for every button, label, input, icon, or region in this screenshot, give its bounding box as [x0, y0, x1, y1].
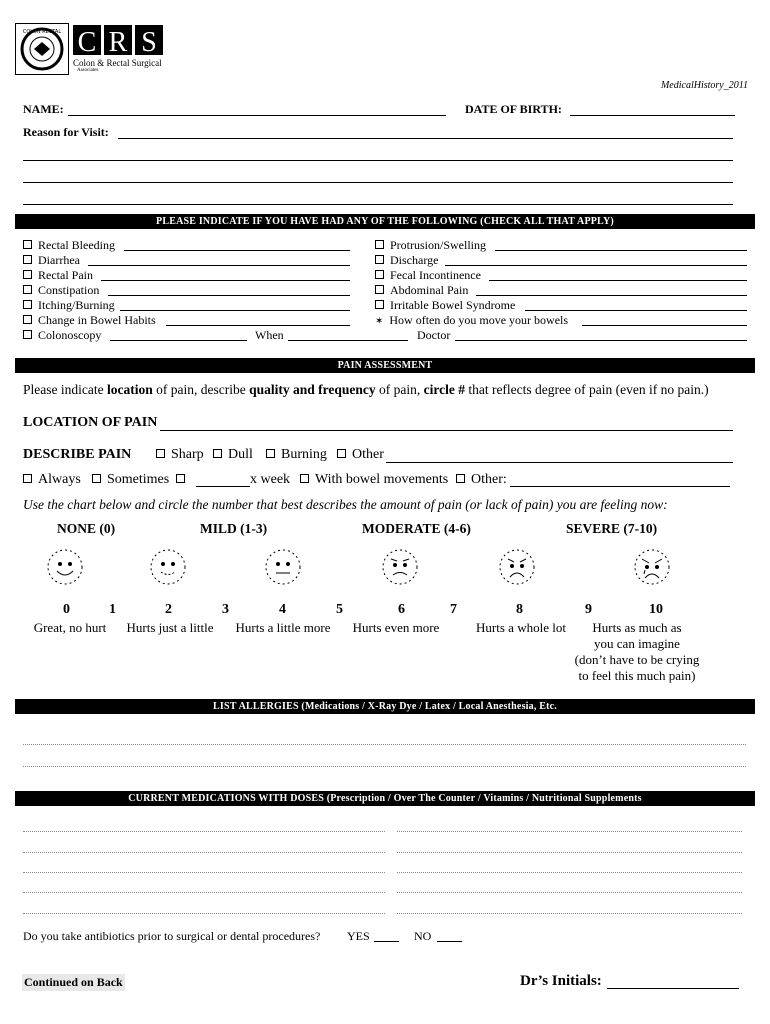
instr-bold: location — [106, 382, 153, 397]
seal-text: COLON RECTAL — [22, 29, 62, 35]
times-week-field[interactable] — [196, 486, 250, 487]
symptom-change-bowel[interactable] — [23, 313, 156, 328]
freq-times-week[interactable] — [176, 472, 191, 487]
pain-number-0[interactable]: 0 — [63, 602, 70, 617]
symptom-label: Change in Bowel Habits — [38, 313, 156, 327]
freq-label: Sometimes — [107, 472, 170, 487]
logo-name: Colon & Rectal Surgical — [73, 58, 162, 68]
medications-header: CURRENT MEDICATIONS WITH DOSES (Prescription / Over The Counter / Vitamins / Nutritional Supplements — [15, 791, 755, 806]
med-line-right-2[interactable] — [397, 852, 742, 853]
checkbox[interactable] — [23, 300, 32, 309]
svg-text:S: S — [141, 27, 157, 57]
symptom-protrusion[interactable] — [375, 238, 486, 253]
face-no-hurt-icon — [45, 547, 85, 587]
checkbox[interactable] — [156, 449, 165, 458]
symptom-label: Rectal Pain — [38, 268, 93, 282]
checkbox[interactable] — [375, 255, 384, 264]
med-line-left-1[interactable] — [23, 831, 385, 832]
symptom-label: Fecal Incontinence — [390, 268, 481, 282]
checkbox[interactable] — [337, 449, 346, 458]
location-field[interactable] — [160, 430, 733, 431]
symptom-label: Protrusion/Swelling — [390, 238, 487, 252]
symptom-line[interactable] — [101, 280, 350, 281]
location-label: LOCATION OF PAIN — [23, 415, 158, 430]
no-field[interactable] — [437, 941, 462, 942]
instr-text: of pain, — [375, 382, 424, 397]
allergies-header: LIST ALLERGIES (Medications / X-Ray Dye / Latex / Local Anesthesia, Etc. — [15, 699, 755, 714]
symptom-colonoscopy[interactable] — [23, 328, 101, 343]
freq-always[interactable] — [23, 472, 81, 487]
chart-instructions: Use the chart below and circle the number that best describes the amount of pain (or lack of pain) you are feeling now: — [23, 497, 668, 512]
freq-label: Other: — [471, 472, 507, 487]
face-hurts-worst-icon — [632, 547, 672, 587]
initials-label: Dr’s Initials: — [520, 973, 602, 989]
quality-label: Sharp — [171, 447, 204, 462]
reason-label: Reason for Visit: — [23, 125, 109, 139]
desc-line: you can imagine — [594, 636, 680, 651]
symptom-diarrhea[interactable] — [23, 253, 80, 268]
checkbox[interactable] — [375, 285, 384, 294]
symptom-line[interactable] — [120, 310, 350, 311]
pain-desc-10 — [562, 620, 712, 684]
dob-label: DATE OF BIRTH: — [465, 102, 562, 116]
bowel-frequency-line[interactable] — [582, 325, 747, 326]
seal-logo — [15, 23, 69, 75]
checkbox[interactable] — [23, 285, 32, 294]
logo-tagline: Associates — [77, 68, 99, 73]
category-moderate: MODERATE (4-6) — [362, 521, 471, 536]
checkbox[interactable] — [23, 270, 32, 279]
checkbox[interactable] — [300, 474, 309, 483]
symptom-rectal-bleeding[interactable] — [23, 238, 115, 253]
checkbox[interactable] — [375, 300, 384, 309]
pain-number-7[interactable]: 7 — [450, 602, 457, 617]
pain-desc-4: Hurts a little more — [235, 620, 331, 635]
face-hurts-even-more-icon — [380, 547, 420, 587]
reason-line-2[interactable] — [23, 160, 733, 161]
form-id: MedicalHistory_2011 — [660, 80, 748, 91]
checkbox[interactable] — [375, 270, 384, 279]
antibiotics-yes[interactable]: YES — [347, 929, 370, 943]
desc-line: to feel this much pain) — [578, 668, 696, 683]
pain-number-6[interactable]: 6 — [398, 602, 405, 617]
svg-text:R: R — [108, 27, 128, 57]
initials-field[interactable] — [607, 988, 739, 989]
quality-label: Burning — [281, 447, 327, 462]
symptom-line[interactable] — [525, 310, 747, 311]
pain-number-10[interactable]: 10 — [649, 602, 663, 617]
pain-number-4[interactable]: 4 — [279, 602, 286, 617]
desc-line: Hurts as much as — [592, 620, 682, 635]
reason-line-4[interactable] — [23, 204, 733, 205]
checkbox[interactable] — [23, 315, 32, 324]
bowel-frequency — [375, 313, 568, 329]
symptom-line[interactable] — [108, 295, 350, 296]
logo — [15, 23, 165, 78]
face-hurts-whole-lot-icon — [497, 547, 537, 587]
category-severe: SEVERE (7-10) — [566, 521, 658, 536]
face-hurts-more-icon — [263, 547, 303, 587]
med-line-left-2[interactable] — [23, 852, 385, 853]
symptom-label: Irritable Bowel Syndrome — [390, 298, 516, 312]
med-line-left-3[interactable] — [23, 872, 385, 873]
med-line-right-4[interactable] — [397, 892, 742, 893]
name-label: NAME: — [23, 102, 64, 116]
desc-line: (don’t have to be crying — [574, 652, 700, 667]
doctor-label: Doctor — [417, 328, 451, 342]
instr-text: Please indicate — [23, 382, 107, 397]
med-line-left-4[interactable] — [23, 892, 385, 893]
xweek-label: x week — [250, 472, 291, 487]
instr-text: of pain, describe — [152, 382, 250, 397]
med-line-right-3[interactable] — [397, 872, 742, 873]
instr-bold: circle # — [423, 382, 465, 397]
star-icon: ✶ — [375, 316, 384, 327]
symptom-itching-burning[interactable] — [23, 298, 115, 313]
doctor-field[interactable] — [455, 340, 747, 341]
checkbox[interactable] — [23, 255, 32, 264]
symptom-label: How often do you move your bowels — [389, 313, 569, 327]
pain-number-3[interactable]: 3 — [222, 602, 229, 617]
checkbox[interactable] — [375, 240, 384, 249]
pain-header: PAIN ASSESSMENT — [15, 358, 755, 373]
freq-other[interactable] — [456, 472, 507, 487]
antibiotics-question: Do you take antibiotics prior to surgical or dental procedures? — [23, 929, 321, 943]
instr-bold: quality and frequency — [249, 382, 376, 397]
med-line-right-5[interactable] — [397, 913, 742, 914]
symptom-line[interactable] — [445, 265, 747, 266]
quality-dull[interactable] — [213, 447, 253, 462]
crs-logo-text — [73, 23, 165, 57]
symptom-line[interactable] — [124, 250, 350, 251]
symptom-constipation[interactable] — [23, 283, 99, 298]
pain-number-1[interactable]: 1 — [109, 602, 116, 617]
symptoms-header: PLEASE INDICATE IF YOU HAVE HAD ANY OF THE FOLLOWING (CHECK ALL THAT APPLY) — [15, 214, 755, 229]
quality-label: Other — [352, 447, 384, 462]
symptom-label: Constipation — [38, 283, 100, 297]
med-line-right-1[interactable] — [397, 831, 742, 832]
symptom-label: Discharge — [390, 253, 439, 267]
checkbox[interactable] — [266, 449, 275, 458]
symptom-line[interactable] — [166, 325, 350, 326]
checkbox[interactable] — [456, 474, 465, 483]
freq-other-field[interactable] — [510, 486, 730, 487]
symptom-label: Diarrhea — [38, 253, 80, 267]
checkbox[interactable] — [23, 240, 32, 249]
name-field[interactable] — [68, 115, 446, 116]
pain-desc-8: Hurts a whole lot — [476, 620, 566, 635]
symptom-label: Abdominal Pain — [390, 283, 469, 297]
category-none: NONE (0) — [57, 521, 116, 536]
pain-desc-0: Great, no hurt — [33, 620, 107, 635]
freq-label: With bowel movements — [315, 472, 449, 487]
dob-field[interactable] — [570, 115, 735, 116]
pain-number-9[interactable]: 9 — [585, 602, 592, 617]
symptom-rectal-pain[interactable] — [23, 268, 93, 283]
quality-sharp[interactable] — [156, 447, 204, 462]
symptom-discharge[interactable] — [375, 253, 438, 268]
checkbox[interactable] — [213, 449, 222, 458]
reason-line-3[interactable] — [23, 182, 733, 183]
when-field[interactable] — [288, 340, 408, 341]
antibiotics-no[interactable]: NO — [414, 929, 432, 943]
quality-label: Dull — [228, 447, 253, 462]
freq-label: Always — [38, 472, 81, 487]
symptom-fecal-incontinence[interactable] — [375, 268, 481, 283]
symptom-label: Rectal Bleeding — [38, 238, 115, 252]
pain-desc-6: Hurts even more — [352, 620, 440, 635]
quality-other-field[interactable] — [386, 462, 733, 463]
when-label: When — [255, 328, 284, 342]
pain-number-2[interactable]: 2 — [165, 602, 172, 617]
checkbox[interactable] — [176, 474, 185, 483]
quality-burning[interactable] — [266, 447, 327, 462]
symptom-ibs[interactable] — [375, 298, 515, 313]
symptom-line[interactable] — [88, 265, 350, 266]
pain-number-5[interactable]: 5 — [336, 602, 343, 617]
pain-desc-2: Hurts just a little — [126, 620, 214, 635]
face-hurts-little-icon — [148, 547, 188, 587]
allergies-line-2[interactable] — [23, 766, 746, 767]
symptom-label: Itching/Burning — [38, 298, 115, 312]
reason-field[interactable] — [118, 138, 733, 139]
checkbox[interactable] — [23, 330, 32, 339]
symptom-label: Colonoscopy — [38, 328, 102, 342]
continued-on-back: Continued on Back — [24, 975, 123, 989]
describe-label: DESCRIBE PAIN — [23, 447, 132, 462]
med-line-left-5[interactable] — [23, 913, 385, 914]
category-mild: MILD (1-3) — [200, 521, 268, 536]
svg-text:C: C — [77, 27, 97, 57]
freq-sometimes[interactable] — [92, 472, 169, 487]
allergies-line-1[interactable] — [23, 744, 746, 745]
symptom-line[interactable] — [489, 280, 747, 281]
symptom-abdominal-pain[interactable] — [375, 283, 468, 298]
checkbox[interactable] — [92, 474, 101, 483]
yes-field[interactable] — [374, 941, 399, 942]
instr-text: that reflects degree of pain (even if no pain.) — [464, 382, 709, 397]
symptom-line[interactable] — [495, 250, 747, 251]
colonoscopy-line[interactable] — [110, 340, 247, 341]
checkbox[interactable] — [23, 474, 32, 483]
quality-other[interactable] — [337, 447, 384, 462]
pain-number-8[interactable]: 8 — [516, 602, 523, 617]
symptom-line[interactable] — [476, 295, 747, 296]
freq-bowel[interactable] — [300, 472, 448, 487]
pain-instructions — [23, 382, 709, 398]
